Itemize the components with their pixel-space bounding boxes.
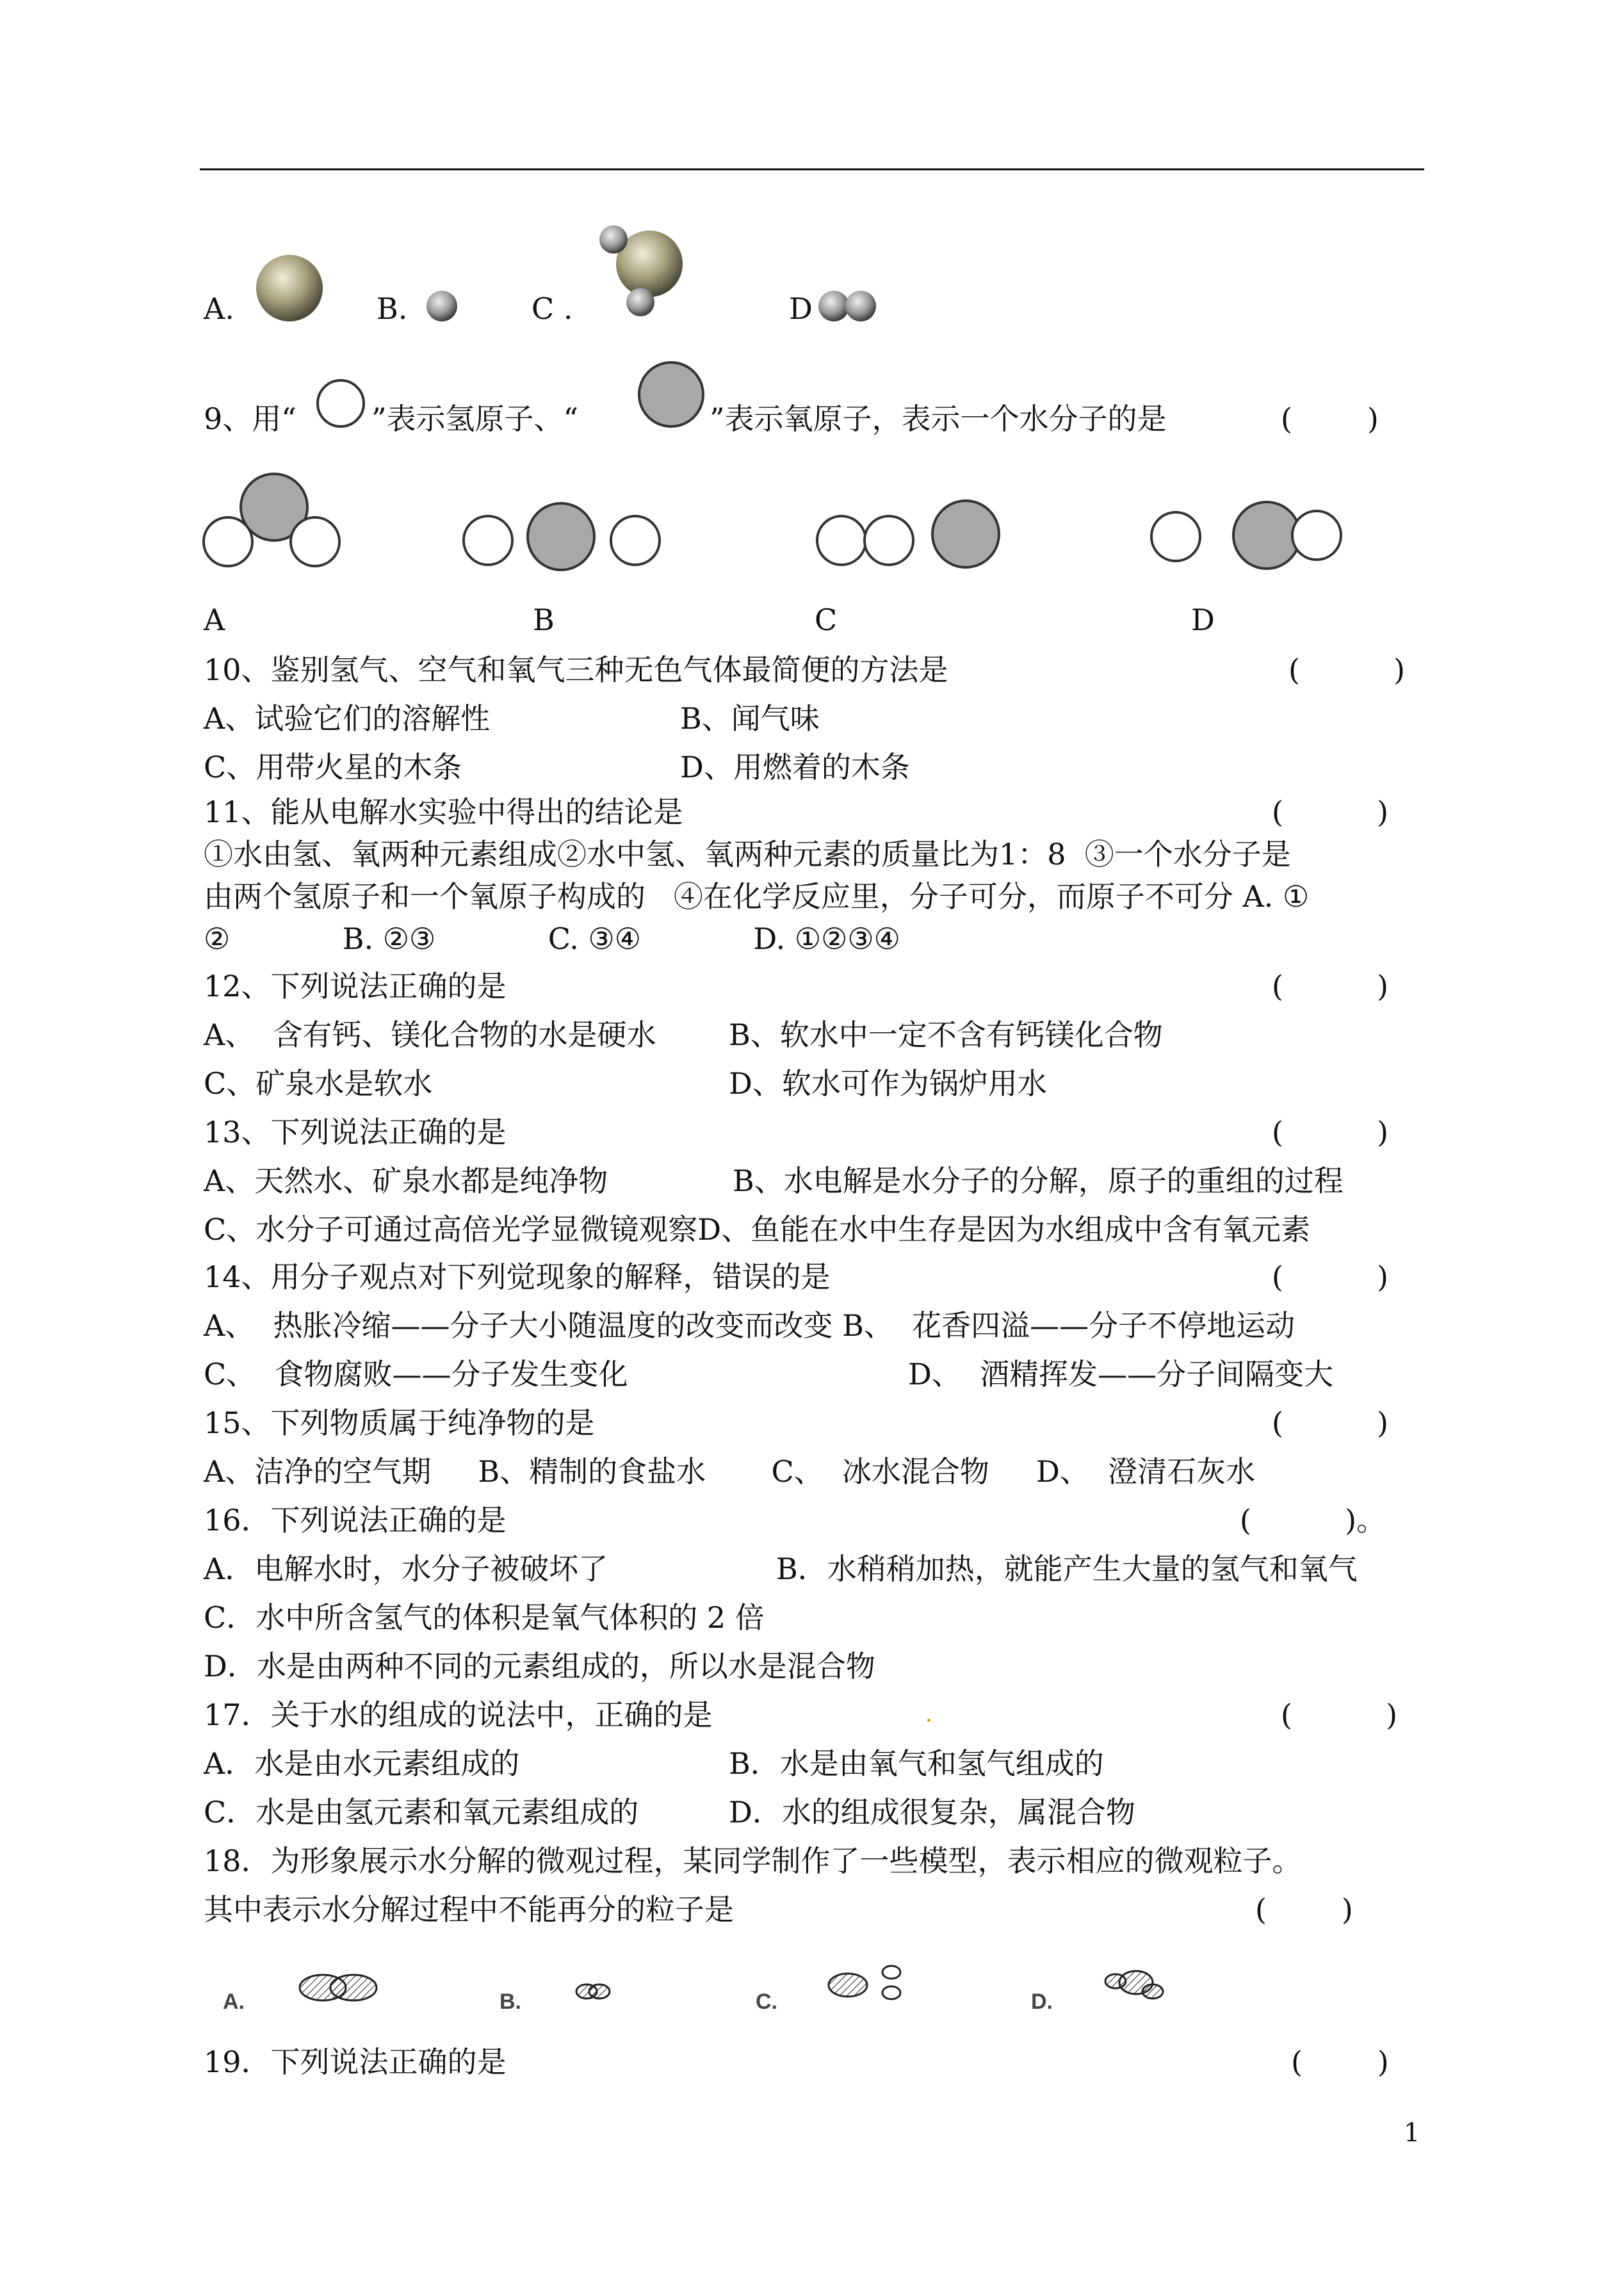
q18-option-c-molecule (825, 1959, 914, 2011)
q8-option-b-label: B. (377, 291, 408, 326)
q9-stem-part2: ”表示氢原子、“ (371, 401, 579, 436)
q8-option-c-label: C . (532, 291, 573, 326)
oxygen-atom-legend-icon (633, 360, 710, 430)
q18-answer-paren: ( ) (1255, 1892, 1353, 1927)
q11-answer-paren: ( ) (1272, 795, 1389, 829)
q12-option-c: C、矿泉水是软水 (204, 1066, 433, 1101)
q19-answer-paren: ( ) (1291, 2045, 1389, 2079)
q17-option-d: D．水的组成很复杂，属混合物 (729, 1795, 1135, 1829)
q11-options-line: ② B. ②③ C. ③④ D. ①②③④ (204, 921, 900, 956)
q18-option-b-label: B. (499, 1990, 521, 2014)
q18-option-d-label: D. (1031, 1990, 1053, 2014)
q11-statement-line2: 由两个氢原子和一个氧原子构成的 ④在化学反应里，分子可分，而原子不可分 A. ① (204, 879, 1310, 914)
q15-options: A、洁净的空气期 B、精制的食盐水 C、 冰水混合物 D、 澄清石灰水 (204, 1454, 1256, 1489)
q8-option-b-sphere (424, 288, 462, 327)
q9-answer-paren: ( ) (1281, 401, 1379, 436)
q18-option-a-molecule (296, 1970, 386, 2008)
q9-option-a-label: A (204, 603, 225, 637)
q10-option-c: C、用带火星的木条 (204, 750, 462, 784)
q18-option-b-molecule (572, 1979, 624, 2004)
q8-option-c-molecule (589, 224, 685, 327)
q9-option-b-diagram (461, 499, 679, 576)
q15-stem: 15、下列物质属于纯净物的是 (204, 1406, 595, 1440)
q9-stem-part1: 9、用“ (204, 401, 296, 436)
q16-answer-paren: ( )。 (1240, 1503, 1386, 1537)
q11-stem: 11、能从电解水实验中得出的结论是 (204, 795, 683, 829)
q13-option-b: B、水电解是水分子的分解，原子的重组的过程 (733, 1164, 1344, 1198)
q9-option-d-diagram (1148, 497, 1365, 574)
q12-answer-paren: ( ) (1272, 969, 1389, 1003)
q8-option-d-molecule (817, 288, 888, 327)
q10-stem: 10、鉴别氢气、空气和氧气三种无色气体最简便的方法是 (204, 653, 948, 687)
q18-hatch-pattern-defs (0, 0, 1, 1)
q9-option-d-label: D (1191, 603, 1215, 637)
q10-answer-paren: ( ) (1288, 653, 1406, 687)
q10-option-d: D、用燃着的木条 (680, 750, 910, 784)
q14-option-d: D、 酒精挥发——分子间隔变大 (908, 1357, 1334, 1391)
q8-option-a-sphere (251, 250, 328, 327)
q13-options-cd: C、水分子可通过高倍光学显微镜观察D、鱼能在水中生存是因为水组成中含有氧元素 (204, 1212, 1311, 1247)
q17-option-a: A．水是由水元素组成的 (204, 1746, 520, 1781)
q9-option-a-diagram (202, 471, 350, 580)
q17-answer-paren: ( ) (1281, 1698, 1398, 1732)
q10-option-b: B、闻气味 (680, 701, 820, 736)
q15-answer-paren: ( ) (1272, 1406, 1389, 1440)
q16-option-c: C．水中所含氢气的体积是氧气体积的 2 倍 (204, 1600, 765, 1635)
q12-option-d: D、软水可作为锅炉用水 (729, 1066, 1047, 1101)
q18-option-d-molecule (1099, 1963, 1176, 2008)
q13-stem: 13、下列说法正确的是 (204, 1115, 507, 1149)
q9-option-b-label: B (533, 603, 555, 637)
q16-option-a: A．电解水时，水分子被破坏了 (204, 1552, 608, 1586)
q12-option-b: B、软水中一定不含有钙镁化合物 (729, 1018, 1163, 1052)
q18-stem-line1: 18．为形象展示水分解的微观过程，某同学制作了一些模型，表示相应的微观粒子。 (204, 1844, 1302, 1878)
q16-option-d: D．水是由两种不同的元素组成的，所以水是混合物 (204, 1649, 875, 1683)
q9-option-c-diagram (815, 497, 1007, 574)
q18-stem-line2: 其中表示水分解过程中不能再分的粒子是 (204, 1892, 734, 1927)
q18-option-a-label: A. (223, 1990, 245, 2014)
q13-answer-paren: ( ) (1272, 1115, 1389, 1149)
q18-option-c-label: C. (756, 1990, 777, 2014)
q12-stem: 12、下列说法正确的是 (204, 969, 507, 1003)
q14-option-c: C、 食物腐败——分子发生变化 (204, 1357, 628, 1391)
q8-option-d-label: D (789, 291, 813, 326)
q9-option-c-label: C (815, 603, 838, 637)
q17-option-c: C．水是由氢元素和氧元素组成的 (204, 1795, 639, 1829)
hydrogen-atom-legend-icon (313, 378, 370, 429)
q14-stem: 14、用分子观点对下列觉现象的解释，错误的是 (204, 1260, 831, 1294)
q16-stem: 16．下列说法正确的是 (204, 1503, 507, 1537)
q14-options-ab: A、 热胀冷缩——分子大小随温度的改变而改变 B、 花香四溢——分子不停地运动 (204, 1308, 1295, 1343)
q13-option-a: A、天然水、矿泉水都是纯净物 (204, 1164, 608, 1198)
q17-stem: 17．关于水的组成的说法中，正确的是 (204, 1698, 713, 1732)
page-number: 1 (1404, 2118, 1420, 2148)
q12-option-a: A、 含有钙、镁化合物的水是硬水 (204, 1018, 656, 1052)
q9-stem-part3: ”表示氧原子，表示一个水分子的是 (710, 401, 1167, 436)
header-rule (200, 168, 1424, 170)
q19-stem: 19．下列说法正确的是 (204, 2045, 507, 2079)
stray-mark (927, 1719, 930, 1722)
q8-option-a-label: A. (204, 291, 234, 326)
q17-option-b: B．水是由氧气和氢气组成的 (729, 1746, 1104, 1781)
q16-option-b: B．水稍稍加热，就能产生大量的氢气和氧气 (776, 1552, 1358, 1586)
q10-option-a: A、试验它们的溶解性 (204, 701, 491, 736)
q11-statement-line1: ①水由氢、氧两种元素组成②水中氢、氧两种元素的质量比为1：8 ③一个水分子是 (204, 837, 1291, 872)
q14-answer-paren: ( ) (1272, 1260, 1389, 1294)
